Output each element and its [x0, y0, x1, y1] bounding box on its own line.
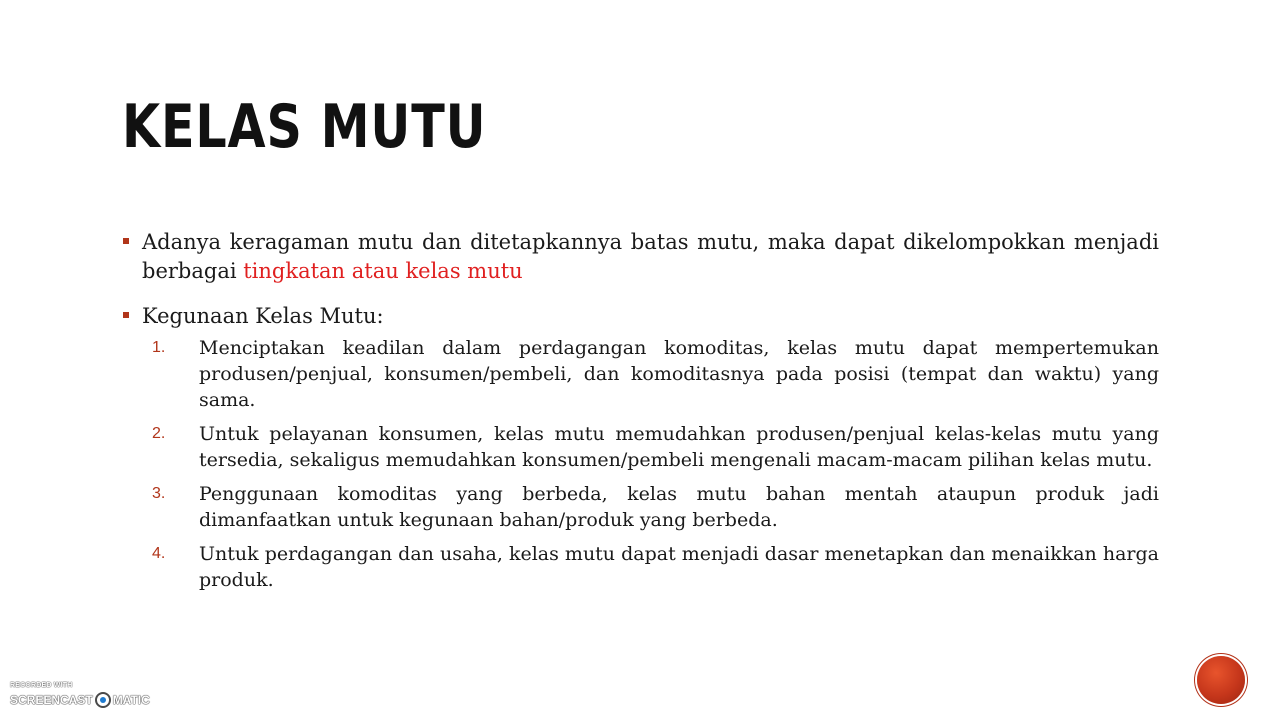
slide-nav-circle-icon[interactable]	[1197, 656, 1245, 704]
list-item	[122, 541, 1159, 593]
screencast-watermark	[10, 692, 150, 708]
list-number: 3.	[152, 485, 166, 502]
slide-content	[122, 228, 1159, 601]
list-item	[122, 481, 1159, 533]
list-item	[122, 335, 1159, 413]
bullet-heading: Kegunaan Kelas Mutu:	[142, 304, 384, 328]
brand-right: MATIC	[112, 693, 150, 707]
list-item-text: Menciptakan keadilan dalam perdagangan komoditas, kelas mutu dapat mempertemukan produsen/penjual, konsumen/pembeli, dan komoditasnya pada posisi (tempat dan waktu) yang sama.	[199, 337, 1159, 411]
highlighted-term: tingkatan atau kelas mutu	[243, 259, 523, 283]
screencast-o-matic-logo-icon	[95, 692, 111, 708]
list-number: 4.	[152, 545, 166, 562]
kegunaan-list	[122, 335, 1159, 593]
list-item-text: Untuk pelayanan konsumen, kelas mutu memudahkan produsen/penjual kelas-kelas mutu yang tersedia, sekaligus memudahkan konsumen/pembeli mengenali macam-macam pilihan kelas mutu.	[199, 423, 1159, 471]
brand-left: SCREENCAST	[10, 693, 93, 707]
list-number: 1.	[152, 339, 166, 356]
slide-title: KELAS MUTU	[122, 92, 487, 162]
square-bullet-icon	[123, 312, 129, 318]
recorded-with-label: RECORDED WITH	[10, 682, 73, 689]
bullet-text: Adanya keragaman mutu dan ditetapkannya batas mutu, maka dapat dikelompokkan menjadi berbagai	[142, 230, 1159, 283]
list-item-text: Untuk perdagangan dan usaha, kelas mutu dapat menjadi dasar menetapkan dan menaikkan harga produk.	[199, 543, 1159, 591]
list-item-text: Penggunaan komoditas yang berbeda, kelas mutu bahan mentah ataupun produk jadi dimanfaatkan untuk kegunaan bahan/produk yang berbeda.	[199, 483, 1159, 531]
bullet-kegunaan	[122, 302, 1159, 331]
bullet-keragaman	[122, 228, 1159, 286]
list-item	[122, 421, 1159, 473]
list-number: 2.	[152, 425, 166, 442]
square-bullet-icon	[123, 238, 129, 244]
